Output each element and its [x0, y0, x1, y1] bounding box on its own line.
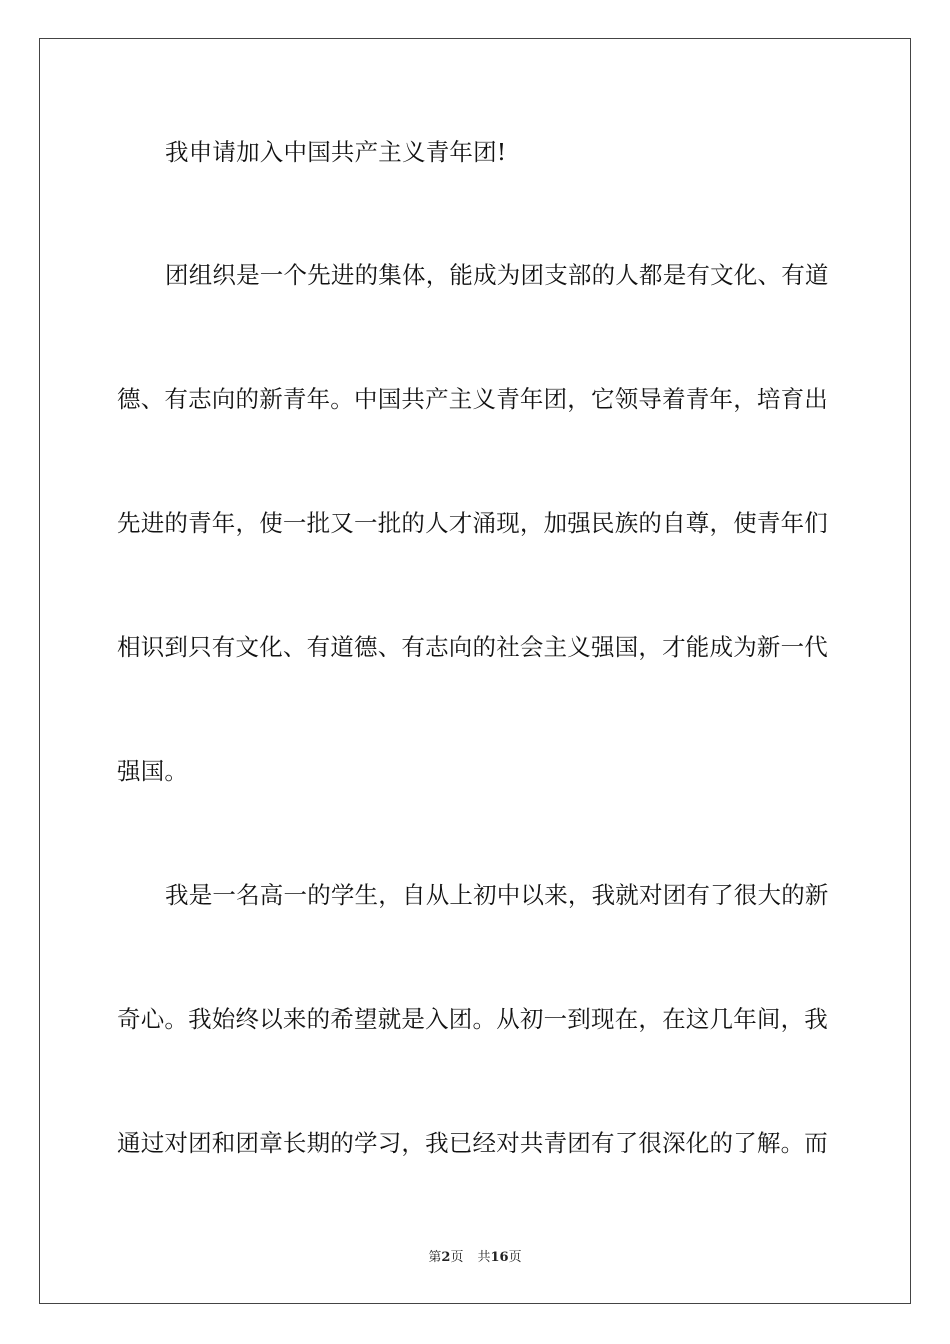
footer-total-pages: 16 [490, 1250, 509, 1265]
page-footer [0, 1250, 950, 1266]
paragraph-line-2: 团组织是一个先进的集体，能成为团支部的人都是有文化、有道 [165, 261, 829, 289]
paragraph-line-3: 德、有志向的新青年。中国共产主义青年团，它领导着青年，培育出 [117, 385, 828, 413]
paragraph-line-9: 通过对团和团章长期的学习，我已经对共青团有了很深化的了解。而 [117, 1129, 828, 1157]
footer-total-prefix: 共 [477, 1250, 491, 1265]
paragraph-line-5: 相识到只有文化、有道德、有志向的社会主义强国，才能成为新一代 [117, 633, 828, 661]
page-border [39, 38, 911, 1304]
paragraph-line-6: 强国。 [117, 757, 189, 785]
footer-page-prefix: 第 [428, 1250, 442, 1265]
footer-total-suffix: 页 [508, 1250, 522, 1265]
paragraph-line-4: 先进的青年，使一批又一批的人才涌现，加强民族的自尊，使青年们 [117, 509, 828, 537]
paragraph-line-1: 我申请加入中国共产主义青年团! [165, 138, 507, 166]
footer-page-number: 2 [441, 1250, 451, 1265]
paragraph-line-8: 奇心。我始终以来的希望就是入团。从初一到现在，在这几年间，我 [117, 1005, 828, 1033]
paragraph-line-7: 我是一名高一的学生，自从上初中以来，我就对团有了很大的新 [165, 881, 829, 909]
footer-page-suffix: 页 [450, 1250, 464, 1265]
